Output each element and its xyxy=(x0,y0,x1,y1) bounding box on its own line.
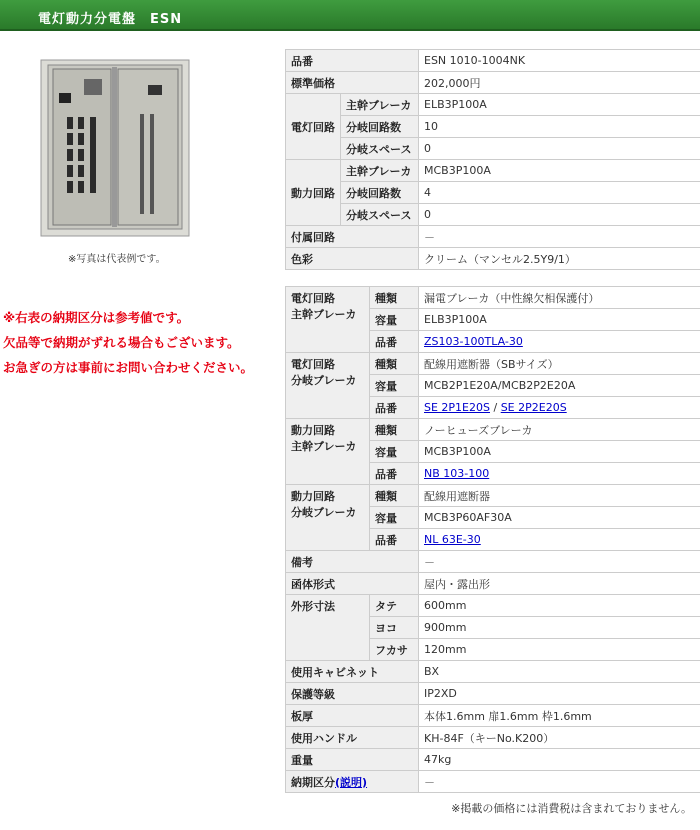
capacity-label: 容量 xyxy=(370,441,419,463)
table-row xyxy=(286,419,700,441)
page-title: 電灯動力分電盤 ESN xyxy=(38,12,183,27)
handle-value: KH-84F（キーNo.K200） xyxy=(419,727,700,749)
delivery-notice xyxy=(3,305,253,380)
notice-line-3: お急ぎの方は事前にお問い合わせください。 xyxy=(3,360,254,375)
table-row xyxy=(286,287,700,309)
table-row xyxy=(286,749,700,771)
remarks-label: 備考 xyxy=(286,551,419,573)
dimensions-label: 外形寸法 xyxy=(286,595,370,661)
main-breaker-label: 主幹ブレーカ xyxy=(341,160,419,182)
title-bar xyxy=(0,0,700,31)
price-label: 標準価格 xyxy=(286,72,419,94)
power-count-value: 4 xyxy=(419,182,700,204)
enclosure-value: 屋内・露出形 xyxy=(419,573,700,595)
delivery-label: 納期区分 xyxy=(291,775,335,789)
notice-line-1: ※右表の納期区分は参考値です。 xyxy=(3,310,190,325)
product-image xyxy=(40,59,190,239)
delivery-value: － xyxy=(419,771,700,793)
color-label: 色彩 xyxy=(286,248,419,270)
weight-value: 47kg xyxy=(419,749,700,771)
g2-part-link-a[interactable]: SE 2P1E20S xyxy=(424,401,490,414)
handle-label: 使用ハンドル xyxy=(286,727,419,749)
group-power-branch-label: 動力回路 分岐ブレーカ xyxy=(286,485,370,551)
table-row xyxy=(286,551,700,573)
height-value: 600mm xyxy=(419,595,700,617)
notice-line-2: 欠品等で納期がずれる場合もございます。 xyxy=(3,335,240,350)
g4-kind-value: 配線用遮断器 xyxy=(419,485,700,507)
g3-kind-value: ノーヒューズブレーカ xyxy=(419,419,700,441)
group-lighting-main-label: 電灯回路 主幹ブレーカ xyxy=(286,287,370,353)
table-row xyxy=(286,182,700,204)
table-row xyxy=(286,771,700,793)
delivery-explanation-link[interactable]: (説明) xyxy=(335,775,368,789)
part-no-value: ESN 1010-1004NK xyxy=(419,50,700,72)
branch-space-label: 分岐スペース xyxy=(341,204,419,226)
part-label: 品番 xyxy=(370,331,419,353)
capacity-label: 容量 xyxy=(370,375,419,397)
width-label: ヨコ xyxy=(370,617,419,639)
aux-circuit-label: 付属回路 xyxy=(286,226,419,248)
spec-table-detail xyxy=(285,286,700,793)
g2-part-link-b[interactable]: SE 2P2E20S xyxy=(500,401,567,414)
table-row xyxy=(286,573,700,595)
lighting-circuit-label: 電灯回路 xyxy=(286,94,341,160)
group-lighting-branch-label: 電灯回路 分岐ブレーカ xyxy=(286,353,370,419)
table-row xyxy=(286,595,700,617)
price-value: 202,000円 xyxy=(419,72,700,94)
table-row xyxy=(286,661,700,683)
capacity-label: 容量 xyxy=(370,309,419,331)
image-caption: ※写真は代表例です。 xyxy=(68,254,166,265)
g3-capacity-value: MCB3P100A xyxy=(419,441,700,463)
part-no-label: 品番 xyxy=(286,50,419,72)
table-row xyxy=(286,727,700,749)
enclosure-label: 函体形式 xyxy=(286,573,419,595)
main-breaker-label: 主幹ブレーカ xyxy=(341,94,419,116)
part-label: 品番 xyxy=(370,529,419,551)
cabinet-value: BX xyxy=(419,661,700,683)
tax-footnote: ※掲載の価格には消費税は含まれておりません。 xyxy=(451,802,692,815)
kind-label: 種類 xyxy=(370,353,419,375)
g2-capacity-value: MCB2P1E20A/MCB2P2E20A xyxy=(419,375,700,397)
protection-value: IP2XD xyxy=(419,683,700,705)
part-label: 品番 xyxy=(370,397,419,419)
table-row xyxy=(286,116,700,138)
table-row xyxy=(286,204,700,226)
remarks-value: － xyxy=(419,551,700,573)
lighting-main-value: ELB3P100A xyxy=(419,94,700,116)
table-row xyxy=(286,485,700,507)
table-row xyxy=(286,683,700,705)
cabinet-label: 使用キャビネット xyxy=(286,661,419,683)
table-row xyxy=(286,50,700,72)
lighting-space-value: 0 xyxy=(419,138,700,160)
thickness-label: 板厚 xyxy=(286,705,419,727)
table-row xyxy=(286,705,700,727)
width-value: 900mm xyxy=(419,617,700,639)
table-row xyxy=(286,248,700,270)
table-row xyxy=(286,226,700,248)
branch-space-label: 分岐スペース xyxy=(341,138,419,160)
depth-value: 120mm xyxy=(419,639,700,661)
spec-table-basic xyxy=(285,49,700,270)
g2-kind-value: 配線用遮断器（SBサイズ） xyxy=(419,353,700,375)
weight-label: 重量 xyxy=(286,749,419,771)
g1-kind-value: 漏電ブレーカ（中性線欠相保護付） xyxy=(419,287,700,309)
kind-label: 種類 xyxy=(370,287,419,309)
branch-count-label: 分岐回路数 xyxy=(341,182,419,204)
group-power-main-label: 動力回路 主幹ブレーカ xyxy=(286,419,370,485)
g1-part-link[interactable]: ZS103-100TLA-30 xyxy=(424,335,523,348)
g1-capacity-value: ELB3P100A xyxy=(419,309,700,331)
thickness-value: 本体1.6mm 扉1.6mm 枠1.6mm xyxy=(419,705,700,727)
g3-part-link[interactable]: NB 103-100 xyxy=(424,467,490,480)
table-row xyxy=(286,353,700,375)
lighting-count-value: 10 xyxy=(419,116,700,138)
depth-label: フカサ xyxy=(370,639,419,661)
height-label: タテ xyxy=(370,595,419,617)
delivery-label-cell xyxy=(286,771,419,793)
table-row xyxy=(286,160,700,182)
table-row xyxy=(286,138,700,160)
capacity-label: 容量 xyxy=(370,507,419,529)
color-value: クリーム（マンセル2.5Y9/1） xyxy=(419,248,700,270)
table-row xyxy=(286,72,700,94)
branch-count-label: 分岐回路数 xyxy=(341,116,419,138)
power-main-value: MCB3P100A xyxy=(419,160,700,182)
power-space-value: 0 xyxy=(419,204,700,226)
kind-label: 種類 xyxy=(370,485,419,507)
protection-label: 保護等級 xyxy=(286,683,419,705)
g4-part-link[interactable]: NL 63E-30 xyxy=(424,533,481,546)
g4-capacity-value: MCB3P60AF30A xyxy=(419,507,700,529)
kind-label: 種類 xyxy=(370,419,419,441)
power-circuit-label: 動力回路 xyxy=(286,160,341,226)
part-separator: / xyxy=(490,401,501,414)
aux-circuit-value: － xyxy=(419,226,700,248)
table-row xyxy=(286,94,700,116)
part-label: 品番 xyxy=(370,463,419,485)
